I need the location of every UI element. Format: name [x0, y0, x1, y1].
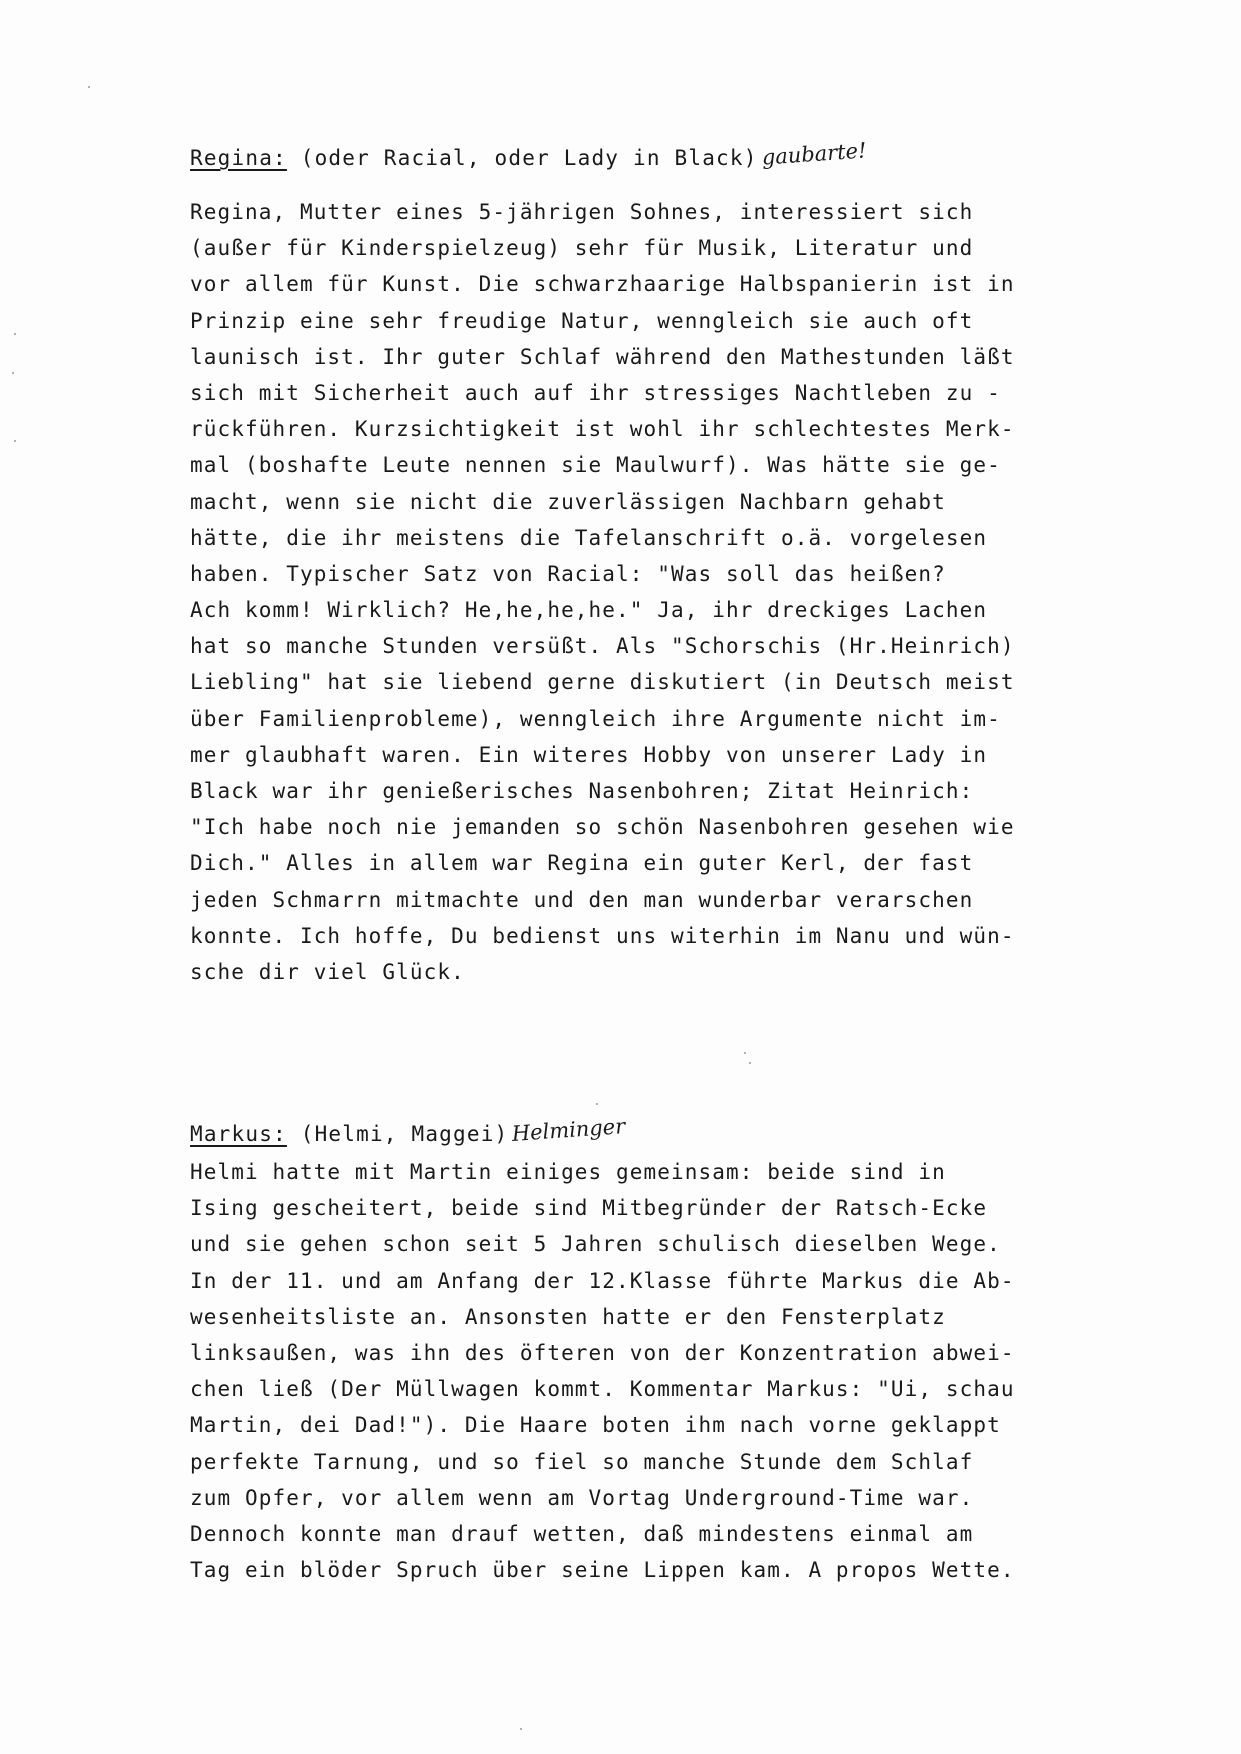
- text-line: haben. Typischer Satz von Racial: "Was soll das heißen?: [190, 561, 946, 586]
- regina-aliases: (oder Racial, oder Lady in Black): [300, 146, 758, 170]
- text-line: Dich." Alles in allem war Regina ein guter Kerl, der fast: [190, 851, 974, 876]
- text-line: Helmi hatte mit Martin einiges gemeinsam: beide sind in: [190, 1160, 946, 1184]
- markus-handwritten-note: Helminger: [511, 1114, 627, 1146]
- text-line: chen ließ (Der Müllwagen kommt. Kommentar Markus: "Ui, schau: [190, 1377, 1015, 1402]
- text-line: linksaußen, was ihn des öfteren von der Konzentration abwei-: [190, 1340, 1015, 1365]
- markus-paragraph: [190, 1154, 1070, 1588]
- text-line: mal (boshafte Leute nennen sie Maulwurf). Was hätte sie ge-: [190, 453, 1001, 478]
- text-line: launisch ist. Ihr guter Schlaf während den Mathestunden läßt: [190, 344, 1015, 369]
- text-line: Ising gescheitert, beide sind Mitbegründer der Ratsch-Ecke: [190, 1196, 988, 1221]
- text-line: Martin, dei Dad!"). Die Haare boten ihm nach vorne geklappt: [190, 1413, 1001, 1438]
- text-line: sche dir viel Glück.: [190, 959, 465, 984]
- text-line: sich mit Sicherheit auch auf ihr stressiges Nachtleben zu -: [190, 380, 1001, 405]
- markus-aliases: (Helmi, Maggei): [300, 1122, 509, 1146]
- text-line: jeden Schmarrn mitmachte und den man wunderbar verarschen: [190, 887, 974, 912]
- text-line: Dennoch konnte man drauf wetten, daß mindestens einmal am: [190, 1521, 974, 1546]
- text-line: hat so manche Stunden versüßt. Als "Schorschis (Hr.Heinrich): [190, 634, 1015, 659]
- scan-speck: [14, 333, 16, 335]
- regina-heading: [190, 138, 1070, 178]
- text-line: Prinzip eine sehr freudige Natur, wenngleich sie auch oft: [190, 308, 974, 333]
- regina-section: [190, 138, 1070, 990]
- text-line: macht, wenn sie nicht die zuverlässigen Nachbarn gehabt: [190, 489, 946, 514]
- text-line: In der 11. und am Anfang der 12.Klasse führte Markus die Ab-: [190, 1268, 1015, 1293]
- regina-name: Regina:: [190, 146, 287, 170]
- text-line: (außer für Kinderspielzeug) sehr für Musik, Literatur und: [190, 236, 974, 261]
- text-line: Regina, Mutter eines 5-jährigen Sohnes, interessiert sich: [190, 200, 974, 224]
- scan-speck: [14, 440, 16, 442]
- text-line: perfekte Tarnung, und so fiel so manche Stunde dem Schlaf: [190, 1449, 974, 1474]
- text-line: konnte. Ich hoffe, Du bedienst uns witerhin im Nanu und wün-: [190, 923, 1015, 948]
- scan-speck: [12, 372, 14, 374]
- text-line: vor allem für Kunst. Die schwarzhaarige Halbspanierin ist in: [190, 272, 1015, 297]
- scan-speck: [744, 1052, 746, 1054]
- regina-handwritten-note: gaubarte!: [760, 138, 867, 170]
- scan-speck: [88, 86, 90, 88]
- text-line: hätte, die ihr meistens die Tafelanschrift o.ä. vorgelesen: [190, 525, 988, 550]
- text-line: Black war ihr genießerisches Nasenbohren; Zitat Heinrich:: [190, 779, 974, 803]
- text-line: Tag ein blöder Spruch über seine Lippen kam. A propos Wette.: [190, 1558, 1015, 1583]
- scan-speck: [596, 1103, 598, 1105]
- text-line: mer glaubhaft waren. Ein witeres Hobby von unserer Lady in: [190, 742, 988, 767]
- text-line: wesenheitsliste an. Ansonsten hatte er den Fensterplatz: [190, 1304, 946, 1329]
- text-line: Ach komm! Wirklich? He,he,he,he." Ja, ihr dreckiges Lachen: [190, 598, 988, 623]
- text-line: zum Opfer, vor allem wenn am Vortag Underground-Time war.: [190, 1485, 974, 1510]
- text-line: Liebling" hat sie liebend gerne diskutiert (in Deutsch meist: [190, 670, 1015, 695]
- text-line: über Familienprobleme), wenngleich ihre Argumente nicht im-: [190, 706, 1001, 731]
- markus-section: [190, 1114, 1070, 1588]
- scan-speck: [520, 1728, 522, 1730]
- regina-paragraph: [190, 194, 1070, 990]
- scan-speck: [749, 1062, 751, 1064]
- text-line: und sie gehen schon seit 5 Jahren schulisch dieselben Wege.: [190, 1232, 1001, 1257]
- text-line: "Ich habe noch nie jemanden so schön Nasenbohren gesehen wie: [190, 815, 1015, 840]
- text-line: rückführen. Kurzsichtigkeit ist wohl ihr schlechtestes Merk-: [190, 417, 1015, 442]
- markus-heading: [190, 1114, 1070, 1154]
- markus-name: Markus:: [190, 1122, 287, 1146]
